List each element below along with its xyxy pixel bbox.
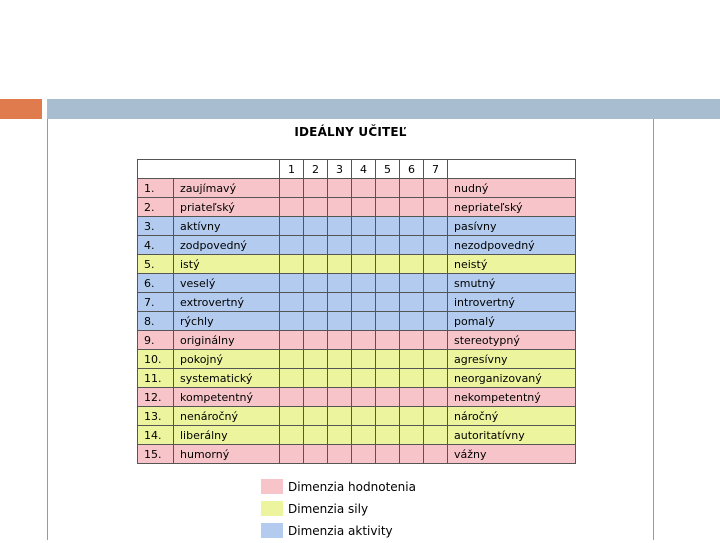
scale-cell	[400, 407, 424, 426]
scale-cell	[280, 388, 304, 407]
scale-cell	[352, 255, 376, 274]
scale-cell	[304, 312, 328, 331]
scale-cell	[280, 426, 304, 445]
scale-cell	[400, 179, 424, 198]
scale-cell	[328, 312, 352, 331]
scale-cell	[304, 388, 328, 407]
header-blank-left	[138, 160, 280, 179]
scale-cell	[328, 274, 352, 293]
right-adjective: agresívny	[448, 350, 576, 369]
left-adjective: systematický	[174, 369, 280, 388]
table-row	[138, 312, 576, 331]
left-adjective: liberálny	[174, 426, 280, 445]
row-number: 13.	[138, 407, 174, 426]
left-adjective: zaujímavý	[174, 179, 280, 198]
scale-cell	[280, 236, 304, 255]
scale-cell	[352, 331, 376, 350]
scale-cell	[400, 312, 424, 331]
scale-cell	[328, 407, 352, 426]
legend-item-power	[261, 499, 416, 518]
scale-cell	[304, 274, 328, 293]
scale-cell	[304, 217, 328, 236]
table-row	[138, 350, 576, 369]
scale-cell	[280, 312, 304, 331]
scale-cell	[424, 236, 448, 255]
scale-cell	[424, 255, 448, 274]
table-row	[138, 274, 576, 293]
scale-cell	[424, 179, 448, 198]
scale-cell	[400, 331, 424, 350]
legend-label: Dimenzia hodnotenia	[288, 479, 416, 494]
row-number: 7.	[138, 293, 174, 312]
scale-cell	[400, 293, 424, 312]
scale-cell	[352, 217, 376, 236]
scale-cell	[328, 179, 352, 198]
left-adjective: priateľský	[174, 198, 280, 217]
scale-cell	[280, 293, 304, 312]
scale-cell	[424, 217, 448, 236]
scale-cell	[280, 274, 304, 293]
scale-cell	[376, 312, 400, 331]
scale-cell	[352, 312, 376, 331]
scale-cell	[304, 331, 328, 350]
scale-cell	[400, 236, 424, 255]
scale-cell	[328, 388, 352, 407]
table-row	[138, 407, 576, 426]
scale-cell	[280, 369, 304, 388]
scale-cell	[352, 236, 376, 255]
scale-cell	[304, 236, 328, 255]
scale-header: 6	[400, 160, 424, 179]
scale-cell	[352, 407, 376, 426]
scale-cell	[280, 198, 304, 217]
scale-cell	[304, 293, 328, 312]
scale-cell	[424, 369, 448, 388]
row-number: 15.	[138, 445, 174, 464]
left-adjective: veselý	[174, 274, 280, 293]
scale-cell	[424, 388, 448, 407]
scale-cell	[424, 274, 448, 293]
scale-cell	[424, 312, 448, 331]
scale-cell	[304, 445, 328, 464]
scale-cell	[424, 331, 448, 350]
scale-cell	[328, 350, 352, 369]
scale-cell	[376, 198, 400, 217]
right-adjective: autoritatívny	[448, 426, 576, 445]
table-row	[138, 445, 576, 464]
scale-cell	[304, 350, 328, 369]
document-title: IDEÁLNY UČITEĽ	[294, 125, 407, 139]
legend-swatch	[261, 479, 283, 494]
legend-label: Dimenzia sily	[288, 501, 369, 516]
left-adjective: aktívny	[174, 217, 280, 236]
scale-cell	[280, 407, 304, 426]
scale-cell	[400, 350, 424, 369]
scale-cell	[280, 255, 304, 274]
row-number: 8.	[138, 312, 174, 331]
scale-cell	[280, 445, 304, 464]
document-image	[47, 119, 654, 540]
scale-cell	[352, 426, 376, 445]
scale-cell	[400, 369, 424, 388]
scale-cell	[328, 445, 352, 464]
legend-item-evaluation	[261, 477, 416, 496]
scale-cell	[328, 331, 352, 350]
scale-cell	[424, 350, 448, 369]
right-adjective: stereotypný	[448, 331, 576, 350]
scale-cell	[352, 274, 376, 293]
legend-swatch	[261, 501, 283, 516]
left-adjective: kompetentný	[174, 388, 280, 407]
scale-cell	[400, 255, 424, 274]
row-number: 6.	[138, 274, 174, 293]
row-number: 10.	[138, 350, 174, 369]
scale-header: 7	[424, 160, 448, 179]
scale-cell	[400, 217, 424, 236]
legend-item-activity	[261, 521, 416, 540]
table-row	[138, 293, 576, 312]
scale-cell	[304, 255, 328, 274]
row-number: 2.	[138, 198, 174, 217]
scale-header: 4	[352, 160, 376, 179]
row-number: 14.	[138, 426, 174, 445]
left-adjective: istý	[174, 255, 280, 274]
right-adjective: smutný	[448, 274, 576, 293]
right-adjective: vážny	[448, 445, 576, 464]
scale-cell	[352, 369, 376, 388]
row-number: 5.	[138, 255, 174, 274]
scale-cell	[376, 236, 400, 255]
scale-cell	[376, 407, 400, 426]
table-row	[138, 426, 576, 445]
scale-cell	[352, 293, 376, 312]
scale-cell	[304, 179, 328, 198]
right-adjective: nudný	[448, 179, 576, 198]
scale-header: 3	[328, 160, 352, 179]
row-number: 4.	[138, 236, 174, 255]
scale-cell	[376, 293, 400, 312]
right-adjective: nepriateľský	[448, 198, 576, 217]
scale-cell	[352, 198, 376, 217]
table-row	[138, 255, 576, 274]
scale-header: 1	[280, 160, 304, 179]
row-number: 1.	[138, 179, 174, 198]
left-adjective: extrovertný	[174, 293, 280, 312]
scale-cell	[424, 426, 448, 445]
slide-accent-bar	[47, 99, 720, 119]
legend-label: Dimenzia aktivity	[288, 523, 393, 538]
scale-cell	[280, 350, 304, 369]
header-blank-right	[448, 160, 576, 179]
scale-header: 5	[376, 160, 400, 179]
table-row	[138, 198, 576, 217]
scale-cell	[280, 217, 304, 236]
row-number: 3.	[138, 217, 174, 236]
row-number: 9.	[138, 331, 174, 350]
left-adjective: zodpovedný	[174, 236, 280, 255]
scale-cell	[304, 369, 328, 388]
scale-header: 2	[304, 160, 328, 179]
table-row	[138, 179, 576, 198]
table-row	[138, 236, 576, 255]
scale-cell	[376, 217, 400, 236]
scale-cell	[352, 179, 376, 198]
scale-cell	[328, 369, 352, 388]
scale-cell	[376, 426, 400, 445]
scale-cell	[352, 445, 376, 464]
table-row	[138, 331, 576, 350]
row-number: 11.	[138, 369, 174, 388]
scale-cell	[328, 198, 352, 217]
scale-cell	[280, 179, 304, 198]
right-adjective: pomalý	[448, 312, 576, 331]
scale-cell	[328, 293, 352, 312]
scale-cell	[424, 407, 448, 426]
scale-cell	[400, 445, 424, 464]
scale-cell	[424, 445, 448, 464]
scale-cell	[376, 331, 400, 350]
scale-cell	[328, 255, 352, 274]
row-number: 12.	[138, 388, 174, 407]
right-adjective: nezodpovedný	[448, 236, 576, 255]
scale-cell	[352, 350, 376, 369]
legend-swatch	[261, 523, 283, 538]
right-adjective: introvertný	[448, 293, 576, 312]
scale-cell	[376, 388, 400, 407]
scale-cell	[400, 198, 424, 217]
dimension-legend	[261, 477, 416, 543]
scale-cell	[400, 388, 424, 407]
rating-scale-table	[137, 159, 576, 464]
right-adjective: neorganizovaný	[448, 369, 576, 388]
left-adjective: pokojný	[174, 350, 280, 369]
scale-cell	[376, 350, 400, 369]
scale-cell	[304, 426, 328, 445]
left-adjective: rýchly	[174, 312, 280, 331]
right-adjective: náročný	[448, 407, 576, 426]
scale-cell	[424, 293, 448, 312]
table-row	[138, 217, 576, 236]
scale-cell	[376, 445, 400, 464]
left-adjective: originálny	[174, 331, 280, 350]
scale-cell	[352, 388, 376, 407]
scale-cell	[280, 331, 304, 350]
right-adjective: neistý	[448, 255, 576, 274]
table-row	[138, 388, 576, 407]
scale-cell	[304, 407, 328, 426]
left-adjective: nenáročný	[174, 407, 280, 426]
right-adjective: pasívny	[448, 217, 576, 236]
table-row	[138, 369, 576, 388]
scale-cell	[376, 179, 400, 198]
scale-cell	[376, 274, 400, 293]
table-header-row	[138, 160, 576, 179]
scale-cell	[400, 274, 424, 293]
scale-cell	[328, 236, 352, 255]
scale-cell	[328, 426, 352, 445]
scale-cell	[376, 255, 400, 274]
right-adjective: nekompetentný	[448, 388, 576, 407]
left-adjective: humorný	[174, 445, 280, 464]
scale-cell	[424, 198, 448, 217]
scale-cell	[400, 426, 424, 445]
scale-cell	[328, 217, 352, 236]
scale-cell	[376, 369, 400, 388]
slide-accent-orange	[0, 99, 42, 119]
scale-cell	[304, 198, 328, 217]
